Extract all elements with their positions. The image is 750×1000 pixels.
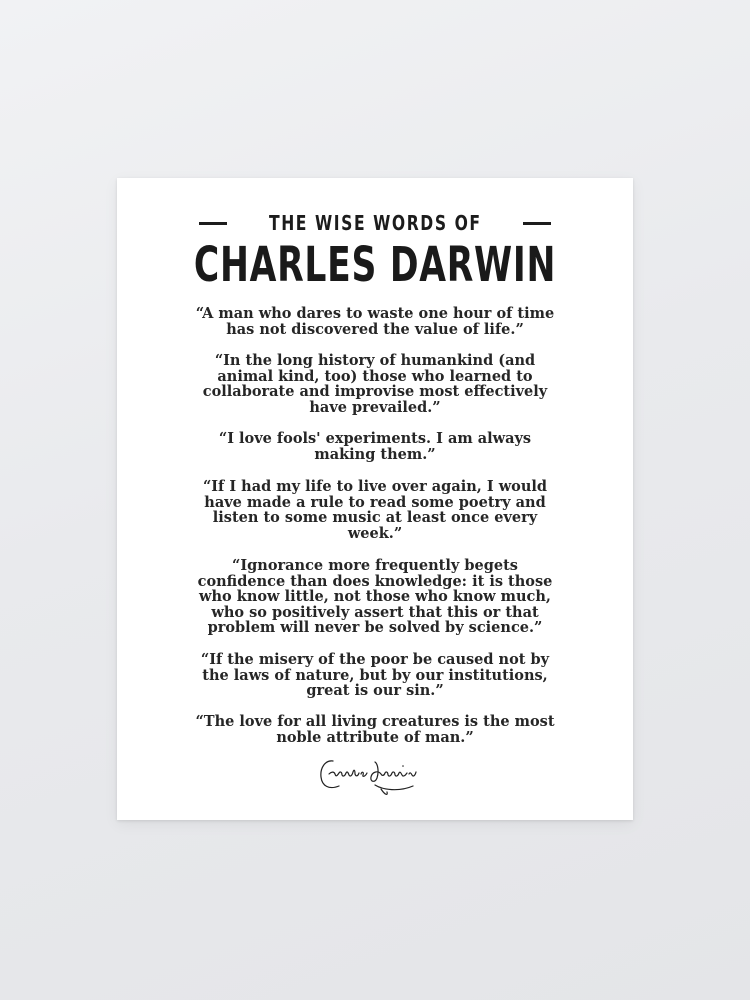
quote-1-line-1: “A man who dares to waste one hour of time: [195, 305, 555, 322]
quote-4-line-2: have made a rule to read some poetry and: [204, 493, 546, 511]
quote-3-line-2: making them.”: [314, 445, 436, 463]
quote-6-line-1: “If the misery of the poor be caused not by: [200, 651, 550, 668]
quote-7-line-1: “The love for all living creatures is the most: [195, 713, 555, 730]
left-dash: [199, 222, 227, 225]
quote-5-line-1: “Ignorance more frequently begets: [232, 557, 518, 574]
quote-3: [151, 431, 599, 462]
quote-6: [151, 652, 599, 699]
quote-1-line-2: has not discovered the value of life.”: [226, 320, 524, 338]
quote-4: [151, 479, 599, 541]
quote-5-line-3: who know little, not those who know much,: [199, 588, 551, 605]
quote-1: [151, 306, 599, 337]
quote-7-line-2: noble attribute of man.”: [276, 728, 474, 746]
signature: [315, 752, 435, 798]
quote-5-line-2: confidence than does knowledge: it is those: [197, 572, 553, 590]
quote-3-line-1: “I love fools' experiments. I am always: [218, 430, 532, 447]
quote-2-line-4: have prevailed.”: [309, 398, 441, 416]
poster-kicker: [117, 211, 633, 235]
kicker-text: THE WISE WORDS OF: [268, 211, 482, 235]
right-dash: [523, 222, 551, 225]
quote-4-line-4: week.”: [347, 524, 403, 542]
poster-title: CHARLES DARWIN: [193, 237, 557, 293]
quote-7: [151, 714, 599, 745]
quote-2: [151, 353, 599, 415]
quote-6-line-2: the laws of nature, but by our institutions,: [202, 666, 548, 684]
quote-4-line-1: “If I had my life to live over again, I would: [202, 478, 548, 495]
quote-4-line-3: listen to some music at least once every: [212, 509, 538, 526]
quote-2-line-1: “In the long history of humankind (and: [214, 352, 536, 369]
quote-2-line-3: collaborate and improvise most effectively: [202, 383, 548, 400]
poster: [117, 178, 633, 820]
quote-5: [151, 558, 599, 636]
quote-2-line-2: animal kind, too) those who learned to: [217, 367, 533, 385]
quote-6-line-3: great is our sin.”: [306, 682, 444, 699]
quote-5-line-4: who so positively assert that this or that: [211, 603, 539, 621]
quote-5-line-5: problem will never be solved by science.”: [207, 619, 543, 636]
